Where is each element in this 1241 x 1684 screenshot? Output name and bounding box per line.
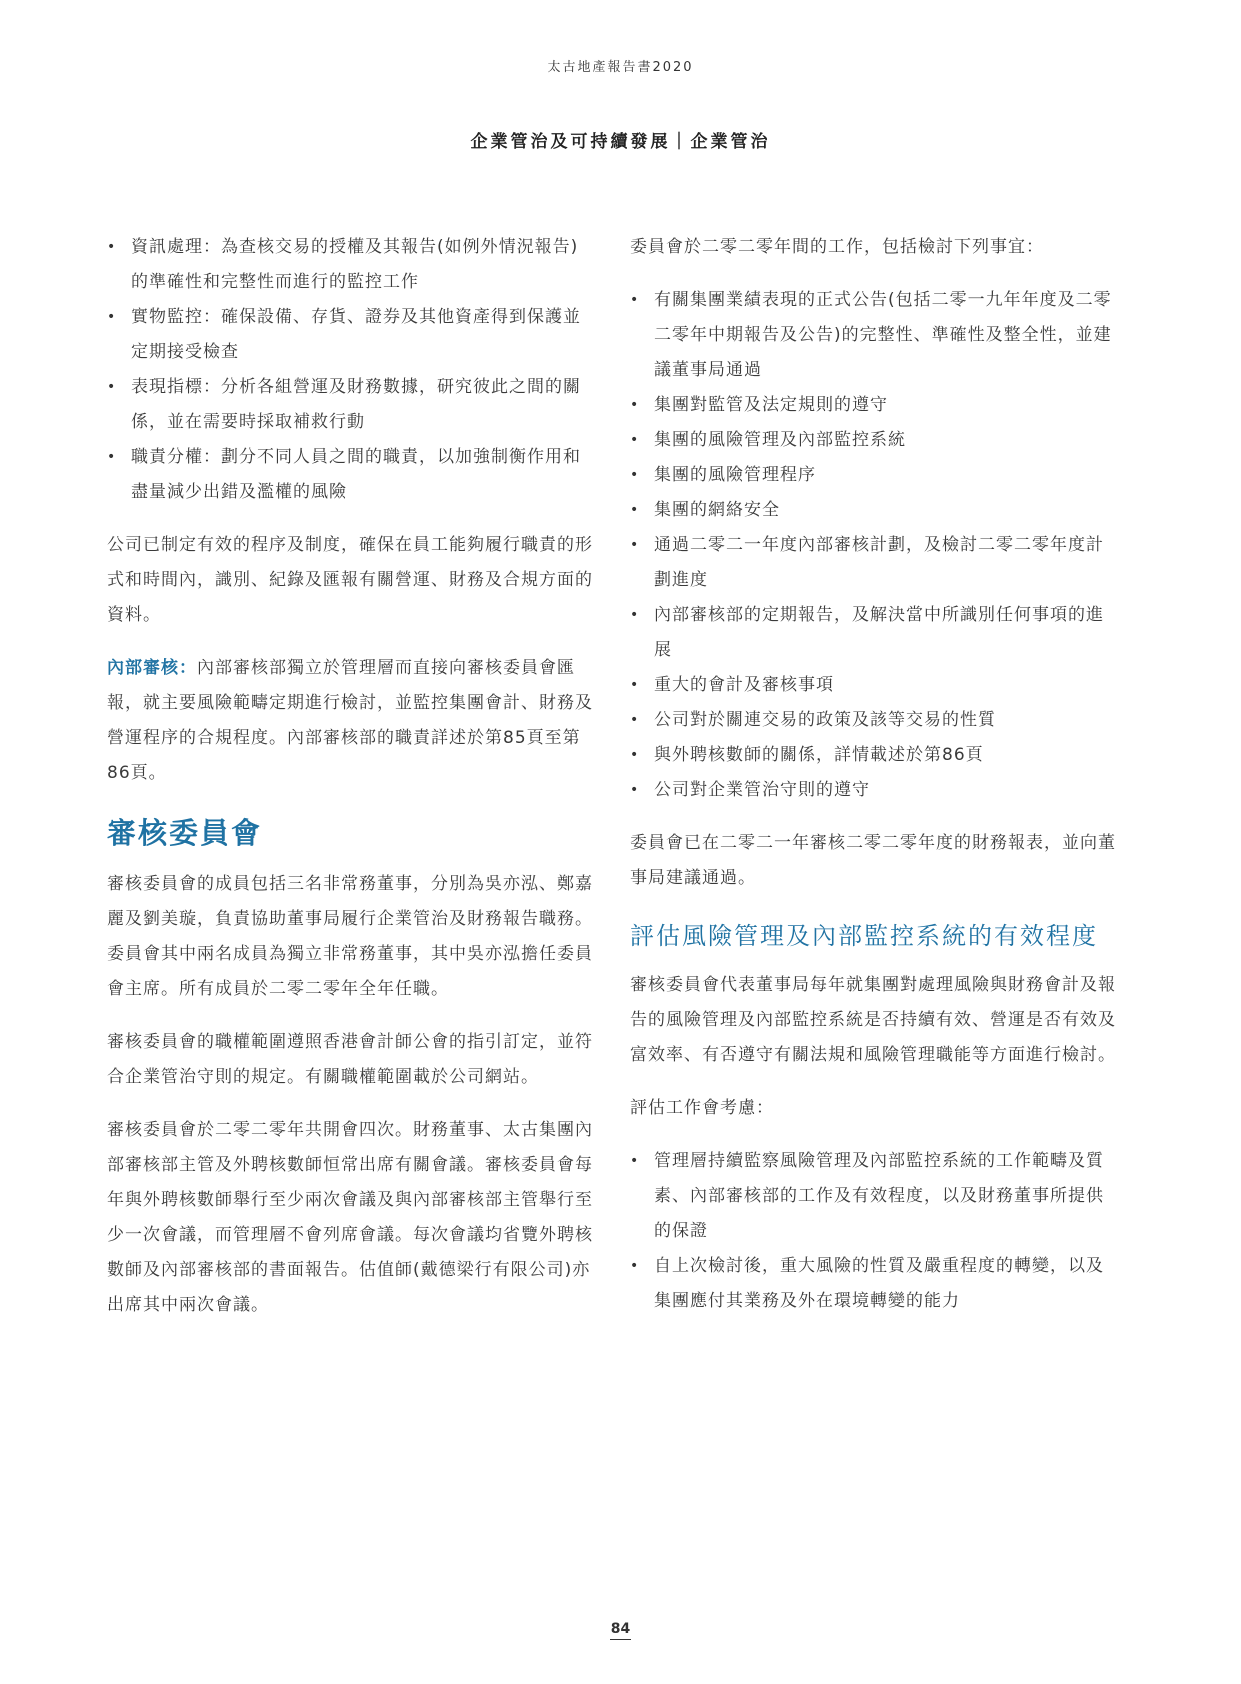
list-item: • 重大的會計及審核事項 (630, 668, 1116, 703)
list-item: • 資訊處理：為查核交易的授權及其報告(如例外情況報告)的準確性和完整性而進行的監控工作 (107, 230, 595, 300)
list-item: • 管理層持續監察風險管理及內部監控系統的工作範疇及質素、內部審核部的工作及有效程度，以及財務董事所提供的保證 (630, 1144, 1116, 1249)
list-item: • 集團對監管及法定規則的遵守 (630, 388, 1116, 423)
procedures-paragraph: 公司已制定有效的程序及制度，確保在員工能夠履行職責的形式和時間內，識別、紀錄及匯報有關營運、財務及合規方面的資料。 (107, 535, 593, 625)
financial-statements-paragraph: 委員會已在二零二一年審核二零二零年度的財務報表，並向董事局建議通過。 (630, 833, 1116, 888)
consider-bullet-list (630, 1144, 1116, 1319)
internal-audit-paragraph (107, 651, 595, 791)
list-item: • 集團的網絡安全 (630, 493, 1116, 528)
list-item: • 有關集團業績表現的正式公告(包括二零一九年年度及二零二零年中期報告及公告)的完整性、準確性及整全性，並建議董事局通過 (630, 283, 1116, 388)
section-title: 企業管治及可持續發展｜企業管治 (470, 132, 771, 152)
list-item: • 內部審核部的定期報告，及解決當中所識別任何事項的進展 (630, 598, 1116, 668)
left-column (107, 230, 595, 1323)
assessment-heading: 評估風險管理及內部監控系統的有效程度 (630, 922, 1098, 950)
meetings-paragraph: 審核委員會於二零二零年共開會四次。財務董事、太古集團內部審核部主管及外聘核數師恒常出席有關會議。審核委員會每年與外聘核數師舉行至少兩次會議及與內部審核部主管舉行至少一次會議，而管理層不會列席會議。每次會議均省覽外聘核數師及內部審核部的書面報告。估值師(戴德梁行有限公司)亦出席其中兩次會議。 (107, 1120, 593, 1315)
work-bullet-list (630, 283, 1116, 808)
list-item: • 通過二零二一年度內部審核計劃，及檢討二零二零年度計劃進度 (630, 528, 1116, 598)
list-item: • 公司對於關連交易的政策及該等交易的性質 (630, 703, 1116, 738)
work-intro: 委員會於二零二零年間的工作，包括檢討下列事宜： (630, 237, 1044, 257)
page-number: 84 (0, 1618, 1241, 1640)
internal-audit-text: 內部審核部獨立於管理層而直接向審核委員會匯報，就主要風險範疇定期進行檢討，並監控集團會計、財務及營運程序的合規程度。內部審核部的職責詳述於第85頁至第86頁。 (107, 658, 593, 783)
list-item: • 集團的風險管理及內部監控系統 (630, 423, 1116, 458)
control-bullet-list (107, 230, 595, 510)
consider-intro: 評估工作會考慮： (630, 1098, 774, 1118)
list-item: • 實物監控：確保設備、存貨、證券及其他資產得到保護並定期接受檢查 (107, 300, 595, 370)
internal-audit-lead: 內部審核： (107, 658, 197, 678)
list-item: • 集團的風險管理程序 (630, 458, 1116, 493)
list-item: • 職責分權：劃分不同人員之間的職責，以加強制衡作用和盡量減少出錯及濫權的風險 (107, 440, 595, 510)
assessment-paragraph: 審核委員會代表董事局每年就集團對處理風險與財務會計及報告的風險管理及內部監控系統是否持續有效、營運是否有效及富效率、有否遵守有關法規和風險管理職能等方面進行檢討。 (630, 975, 1116, 1065)
list-item: • 公司對企業管治守則的遵守 (630, 773, 1116, 808)
members-paragraph: 審核委員會的成員包括三名非常務董事，分別為吳亦泓、鄭嘉麗及劉美璇，負責協助董事局履行企業管治及財務報告職務。委員會其中兩名成員為獨立非常務董事，其中吳亦泓擔任委員會主席。所有成員於二零二零年全年任職。 (107, 874, 593, 999)
list-item: • 自上次檢討後，重大風險的性質及嚴重程度的轉變，以及集團應付其業務及外在環境轉變的能力 (630, 1249, 1116, 1319)
right-column (630, 230, 1116, 1319)
report-title: 太古地產報告書2020 (547, 60, 694, 75)
list-item: • 與外聘核數師的關係，詳情載述於第86頁 (630, 738, 1116, 773)
list-item: • 表現指標：分析各組營運及財務數據，研究彼此之間的關係，並在需要時採取補救行動 (107, 370, 595, 440)
terms-paragraph: 審核委員會的職權範圍遵照香港會計師公會的指引訂定，並符合企業管治守則的規定。有關職權範圍載於公司網站。 (107, 1032, 593, 1087)
audit-committee-heading: 審核委員會 (107, 816, 263, 850)
